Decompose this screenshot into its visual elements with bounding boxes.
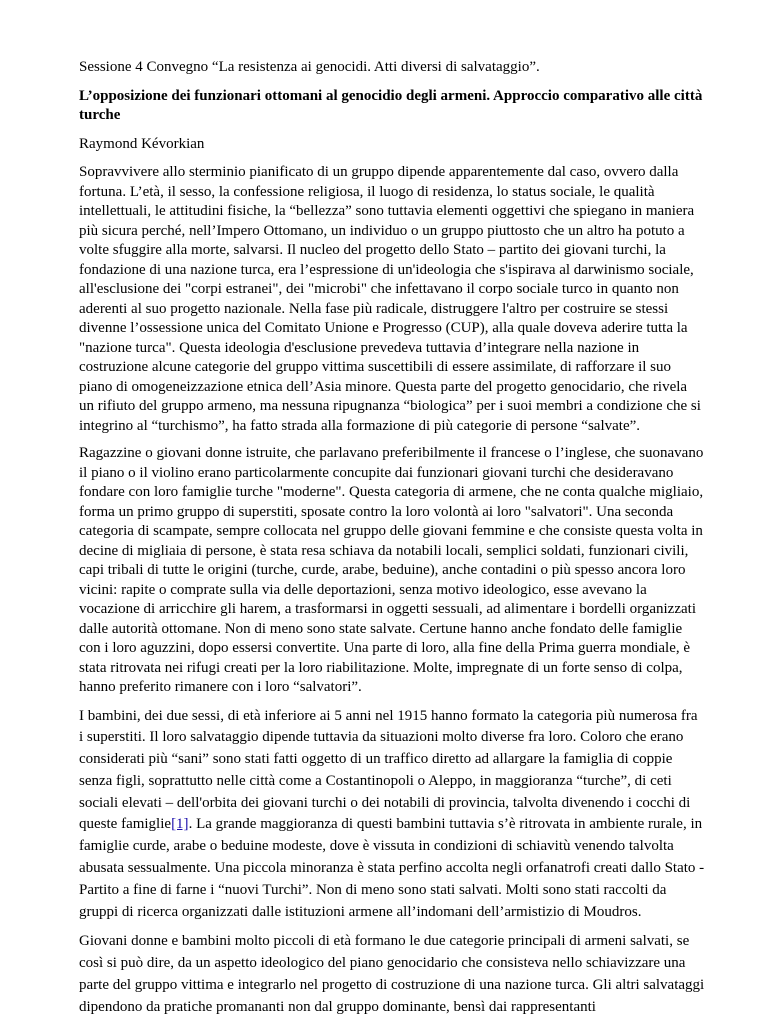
paragraph-1: Sopravvivere allo sterminio pianificato di un gruppo dipende apparentemente dal caso, ovvero dalla fortuna. L’età, il sesso, la confessione religiosa, il luogo di residenza, lo status sociale, le qualità intellettuali, le attitudini fisiche, la “bellezza” sono tuttavia elementi oggettivi che spiegano in maniera più sicura perché, nell’Impero Ottomano, un individuo o un gruppo piuttosto che un altro ha potuto a volte sfuggire alla morte, salvarsi. Il nucleo del progetto dello Stato – partito dei giovani turchi, la fondazione di una nazione turca, era l’espressione di un'ideologia che s'ispirava al darwinismo sociale, all'esclusione dei "corpi estranei", dei "microbi" che infettavano il corpo sociale turco in quanto non aderenti al suo progetto nazionale. Nella fase più radicale, distruggere l'altro per costruire se stessi divenne l’ossessione unica del Comitato Unione e Progresso (CUP), alla quale doveva aderire tutta la "nazione turca". Questa ideologia d'esclusione prevedeva tuttavia d’integrare nella nazione in costruzione alcune categorie del gruppo vittima suscettibili di essere assimilate, di rafforzare il suo piano di omogeneizzazione etnica dell’Asia minore. Questa parte del progetto genocidario, che rivela un rifiuto del gruppo armeno, ma nessuna ripugnanza “biologica” per i suoi membri a condizione che si integrino al “turchismo”, ha fatto strada alla formazione di più categorie di persone “salvate”. (79, 164, 701, 434)
session-header: Sessione 4 Convegno “La resistenza ai genocidi. Atti diversi di salvataggio”. (79, 59, 540, 75)
paragraph-3-text-after: . La grande maggioranza di questi bambini tuttavia s’è ritrovata in ambiente rurale, in famiglie curde, arabe o beduine modeste, dove è vissuta in condizioni di schiavitù venendo talvolta abusata sessualmente. Una piccola minoranza è stata perfino accolta negli orfanatrofi creati dallo Stato - Partito a fine di farne i “nuovi Turchi”. Non di meno sono stati salvati. Molti sono stati raccolti da gruppi di ricerca organizzati dalle istituzioni armene all’indomani dell’armistizio di Moudros. (79, 816, 705, 920)
paragraph-3-text-before: I bambini, dei due sessi, di età inferiore ai 5 anni nel 1915 hanno formato la categoria più numerosa fra i superstiti. Il loro salvataggio dipende tuttavia da situazioni molto diverse fra loro. Coloro che erano considerati più “sani” sono stati fatti oggetto di un traffico diretto ad allargare la famiglia di coppie senza figli, soprattutto nelle città come a Costantinopoli o Aleppo, in maggioranza “turche”, di ceti sociali elevati – dell'orbita dei giovani turchi o dei notabili di provincia, talvolta divenendo i cocchi di queste famiglie (79, 707, 698, 833)
paragraph-3 (79, 706, 705, 924)
paragraph-2: Ragazzine o giovani donne istruite, che parlavano preferibilmente il francese o l’inglese, che suonavano il piano o il violino erano particolarmente concupite dai funzionari giovani turchi che desideravano fondare con loro famiglie turche "moderne". Questa categoria di armene, che ne conta qualche migliaio, forma un primo gruppo di superstiti, sposate contro la loro volontà ai loro "salvatori". Una seconda categoria di scampate, sempre collocata nel gruppo delle giovani femmine e che consiste questa volta in decine di migliaia di persone, è stata resa schiava da notabili locali, semplici soldati, funzionari civili, capi tribali di tutte le origini (turche, curde, arabe, beduine), anche contadini o più spesso ancora loro vicini: rapite o comprate sulla via delle deportazioni, senza motivo ideologico, esse avevano la vocazione di arricchire gli harem, a trasformarsi in oggetti sessuali, ad alimentare i bordelli organizzati dalle autorità ottomane. Non di meno sono state salvate. Certune hanno anche fondato delle famiglie con i loro aguzzini, dopo essersi convertite. Una parte di loro, alla fine della Prima guerra mondiale, è stata ritrovata nei rifugi creati per la loro riabilitazione. Molte, impregnate di un forte senso di colpa, hanno preferito rimanere con i loro “salvatori”. (79, 445, 704, 695)
paragraph-4: Giovani donne e bambini molto piccoli di età formano le due categorie principali di armeni salvati, se così si può dire, da un aspetto ideologico del piano genocidario che consisteva nello schiavizzare una parte del gruppo vittima e integrarlo nel progetto di costruzione di una nazione turca. Gli altri salvataggi dipendono da pratiche promananti non dal gruppo dominante, bensì dai rappresentanti (79, 933, 705, 1015)
footnote-link[interactable]: [1] (171, 816, 189, 833)
article-title: L’opposizione dei funzionari ottomani al genocidio degli armeni. Approccio comparativo alle città turche (79, 87, 703, 123)
author-name: Raymond Kévorkian (79, 135, 205, 152)
document-page (79, 58, 705, 1027)
